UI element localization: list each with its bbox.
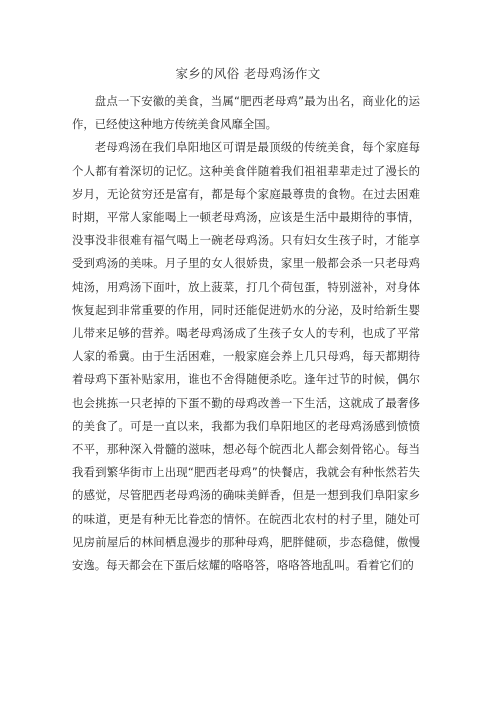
paragraph: 老母鸡汤在我们阜阳地区可谓是最顶级的传统美食，每个家庭每个人都有着深切的记忆。这种美食伴随着我们祖祖辈辈走过了漫长的岁月，无论贫穷还是富有，都是每个家庭最尊贵的食物。在过去困难时期，平常人家能喝上一顿老母鸡汤，应该是生活中最期待的事情，没事没非很难有福气喝上一碗老母鸡汤。只有妇女生孩子时，才能享受到鸡汤的美味。月子里的女人很娇贵，家里一般都会杀一只老母鸡炖汤，用鸡汤下面叶，放上菠菜，打几个荷包蛋，特别滋补，对身体恢复起到非常重要的作用，同时还能促进奶水的分泌，及时给新生婴儿带来足够的营养。喝老母鸡汤成了生孩子女人的专利，也成了平常人家的希冀。由于生活困难，一般家庭会养上几只母鸡，每天都期待着母鸡下蛋补贴家用，谁也不舍得随便杀吃。逢年过节的时候，偶尔也会挑拣一只老掉的下蛋不勤的母鸡改善一下生活，这就成了最奢侈的美食了。可是一直以来，我都为我们阜阳地区的老母鸡汤感到愤愤不平，那种深入骨髓的滋味，想必每个皖西北人都会刻骨铭心。每当我看到繁华街市上出现“肥西老母鸡”的快餐店，我就会有种怅然若失的感觉，尽管肥西老母鸡汤的确味美鲜香，但是一想到我们阜阳家乡的味道，更是有种无比眷恋的情怀。在皖西北农村的村子里，随处可见房前屋后的林间栖息漫步的那种母鸡，肥胖健硕，步态稳健，傲慢安逸。每天都会在下蛋后炫耀的咯咯答，咯咯答地乱叫。看着它们的 xyxy=(72,140,420,573)
document-title: 家乡的风俗 老母鸡汤作文 xyxy=(175,66,321,81)
paragraph: 盘点一下安徽的美食，当属“肥西老母鸡”最为出名，商业化的运作，已经使这种地方传统美食风靡全国。 xyxy=(72,94,420,132)
document-body xyxy=(72,90,420,577)
